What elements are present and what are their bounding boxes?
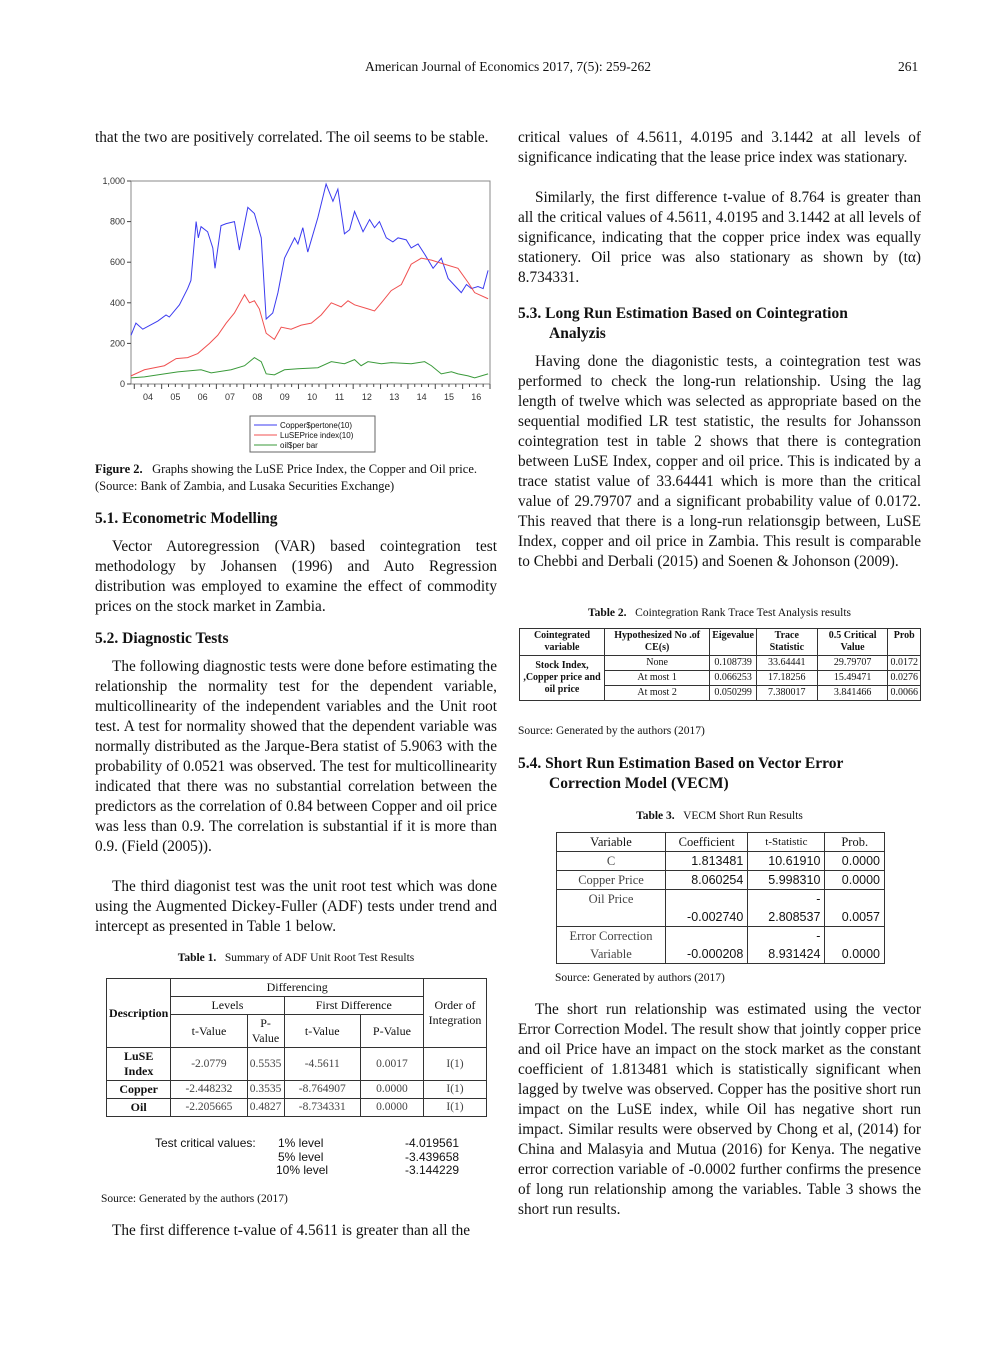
table-cell: C xyxy=(557,852,666,871)
table-cell: Copper xyxy=(107,1081,171,1099)
paragraph: Similarly, the first difference t-value of 8.764 is greater than all the critical values of 4.5611, 4.0195 and 3.1442 at all levels of significance, indicating that the copper price index was equally stationery. Oil price was also stationary as shown by (tα) 8.734331. xyxy=(518,189,921,286)
cointegration-table xyxy=(519,628,921,701)
x-tick-label: 06 xyxy=(197,392,208,402)
section-heading-cont: Analyzis xyxy=(549,325,606,342)
table-caption xyxy=(95,950,497,967)
figure-caption-text: Graphs showing the LuSE Price Index, the Copper and Oil price. (Source: Bank of Zambia, and Lusaka Securities Exchange) xyxy=(95,462,477,493)
table-cell: LuSE Index xyxy=(107,1048,171,1081)
table-cell: 0.066253 xyxy=(710,671,757,686)
header-cell: Levels xyxy=(171,997,284,1015)
paragraph: The short run relationship was estimated using the vector Error Correction Model. The result show that jointly copper price and oil Price have an impact on the stock market as the constant coefficient of 1.813481 which is statistically significant when lagged by twelve was observed. Copper has the positive short run impact on the LuSE index, while Oil has negative short run impact. Similar results were observed by Chong et al, (2014) for China and Malasyia and Mutua (2016) for Kenya. The negative error correction variable of -0.0002 further confirms the presence of long run relationship among the variables. Table 3 shows the short run results. xyxy=(518,1001,921,1218)
table-cell: 0.050299 xyxy=(710,686,757,701)
table-title: Cointegration Rank Trace Test Analysis results xyxy=(635,607,852,619)
vecm-table xyxy=(556,832,885,964)
table-row xyxy=(107,1048,487,1081)
running-header: American Journal of Economics 2017, 7(5): 259-262 xyxy=(364,59,652,74)
table-cell: -2.448232 xyxy=(171,1081,247,1099)
table-cell: -4.5611 xyxy=(284,1048,360,1081)
y-tick-label: 0 xyxy=(119,379,125,389)
x-tick-label: 07 xyxy=(225,392,236,402)
critical-values-label: Test critical values: xyxy=(155,1136,256,1150)
header-cell: 0.5 Critical Value xyxy=(817,629,888,656)
table-cell: 29.79707 xyxy=(817,656,888,671)
table-cell: None xyxy=(605,656,710,671)
x-tick-label: 08 xyxy=(252,392,263,402)
table-cell: At most 1 xyxy=(605,671,710,686)
header-cell: P-Value xyxy=(247,1015,284,1048)
header-cell: Variable xyxy=(557,833,666,852)
paragraph: The first difference t-value of 4.5611 is greater than all the xyxy=(112,1222,471,1239)
x-tick-label: 04 xyxy=(142,392,153,402)
table-cell: - 8.931424 xyxy=(748,927,825,964)
table-cell: 0.108739 xyxy=(710,656,757,671)
table-caption xyxy=(518,605,921,622)
paragraph: critical values of 4.5611, 4.0195 and 3.1442 at all levels of significance indicating that the lease price index was stationary. xyxy=(518,129,921,166)
series-line-1 xyxy=(131,258,488,376)
table-cell: 0.0000 xyxy=(825,871,885,890)
header-cell: Prob. xyxy=(825,833,885,852)
paragraph: Vector Autoregression (VAR) based cointegration test methodology by Johansen (1996) and Auto Regression distribution was employed to examine the effect of commodity prices on the stock market in Zambia. xyxy=(95,538,497,615)
legend-label: Copper$pertone(10) xyxy=(280,421,353,430)
table-cell: -2.0779 xyxy=(171,1048,247,1081)
table-cell: I(1) xyxy=(424,1048,487,1081)
section-heading: 5.3. Long Run Estimation Based on Cointegration xyxy=(518,305,848,322)
price-line-chart xyxy=(95,172,505,457)
section-heading-cont: Correction Model (VECM) xyxy=(549,775,729,792)
table-cell: 1.813481 xyxy=(666,852,748,871)
table-title: Summary of ADF Unit Root Test Results xyxy=(224,952,415,964)
table-cell: -8.764907 xyxy=(284,1081,360,1099)
legend-label: oil$per bar xyxy=(280,441,318,450)
table-cell: 0.4827 xyxy=(247,1099,284,1117)
table-cell: Error Correction Variable xyxy=(557,927,666,964)
header-cell: t-Value xyxy=(171,1015,247,1048)
paragraph: Having done the diagonistic tests, a cointegration test was performed to check the long-run relationship. Using the lag length of twelve which was selected as appropriate based on the sequential modified LR test statistic, the results for Johansson cointegration test in table 2 shows that there is contegration between LuSE Index, copper and oil price. This is indicated by a trace statist value of 33.64441 which is more than the critical value of 29.79707 and a significant probability value of 0.0172. This reaved that there is a long-run relationsgip between, LuSE Index, copper and oil price in Zambia. This result is comparable to Chebbi and Derbali (2015) and Soenen & Johonson (2009). xyxy=(518,353,921,570)
table-cell: 0.0066 xyxy=(888,686,921,701)
section-heading: 5.4. Short Run Estimation Based on Vector Error xyxy=(518,755,844,772)
table-label: Table 2. xyxy=(587,607,627,619)
x-tick-label: 09 xyxy=(279,392,290,402)
header-cell: Prob xyxy=(888,629,921,656)
table-cell: 33.64441 xyxy=(756,656,817,671)
header-cell: P-Value xyxy=(360,1015,423,1048)
table-row xyxy=(557,927,885,964)
table-cell: Oil xyxy=(107,1099,171,1117)
table-cell: I(1) xyxy=(424,1099,487,1117)
series-line-2 xyxy=(131,358,488,378)
header-cell: Trace Statistic xyxy=(756,629,817,656)
x-tick-label: 11 xyxy=(334,392,345,402)
table-row xyxy=(557,890,885,927)
table-cell: 0.0172 xyxy=(888,656,921,671)
plot-frame xyxy=(131,181,490,384)
table-cell: - 2.808537 xyxy=(748,890,825,927)
group-cell: Stock Index, ,Copper price and oil price xyxy=(520,656,605,701)
table-row xyxy=(107,1099,487,1117)
header-cell: Coefficient xyxy=(666,833,748,852)
header-cell: Eigevalue xyxy=(710,629,757,656)
x-tick-label: 13 xyxy=(389,392,400,402)
header-cell: Order of Integration xyxy=(424,979,487,1048)
header-cell: t-Statistic xyxy=(748,833,825,852)
header-cell: Cointegrated variable xyxy=(520,629,605,656)
table-row xyxy=(557,871,885,890)
critical-level: 10% level xyxy=(276,1163,329,1177)
table-cell: 15.49471 xyxy=(817,671,888,686)
table-cell: 0.0000 xyxy=(360,1081,423,1099)
table-caption xyxy=(518,808,921,825)
table-cell: Oil Price xyxy=(557,890,666,927)
y-tick-label: 600 xyxy=(109,257,125,268)
section-heading: 5.1. Econometric Modelling xyxy=(95,510,278,527)
table-source: Source: Generated by the authors (2017) xyxy=(518,725,705,737)
table-cell: -2.205665 xyxy=(171,1099,247,1117)
header-cell: Hypothesized No .of CE(s) xyxy=(605,629,710,656)
figure-caption xyxy=(95,461,500,495)
y-tick-label: 1,000 xyxy=(102,176,125,186)
header-cell: t-Value xyxy=(284,1015,360,1048)
table-cell: 0.0000 xyxy=(825,852,885,871)
table-cell: Copper Price xyxy=(557,871,666,890)
table-label: Table 1. xyxy=(177,952,217,964)
figure-label: Figure 2. xyxy=(95,462,143,476)
table-source: Source: Generated by authors (2017) xyxy=(555,972,725,984)
critical-level: 1% level xyxy=(278,1136,324,1150)
legend-label: LuSEPrice index(10) xyxy=(280,431,354,440)
x-tick-label: 14 xyxy=(416,392,427,402)
table-cell: 8.060254 xyxy=(666,871,748,890)
table-source: Source: Generated by the authors (2017) xyxy=(101,1193,288,1205)
x-tick-label: 16 xyxy=(471,392,482,402)
table-label: Table 3. xyxy=(636,810,675,822)
adf-table xyxy=(106,978,487,1117)
header-cell: Description xyxy=(107,979,171,1048)
table-title: VECM Short Run Results xyxy=(683,810,803,822)
x-tick-label: 10 xyxy=(307,392,318,402)
series-line-0 xyxy=(131,184,488,335)
page-number: 261 xyxy=(898,59,919,74)
table-cell: 0.0057 xyxy=(825,890,885,927)
table-cell: -8.734331 xyxy=(284,1099,360,1117)
table-row xyxy=(107,1081,487,1099)
paragraph: that the two are positively correlated. The oil seems to be stable. xyxy=(95,129,489,146)
table-cell: 0.0276 xyxy=(888,671,921,686)
table-row xyxy=(520,656,921,671)
section-heading: 5.2. Diagnostic Tests xyxy=(95,630,229,647)
critical-level: 5% level xyxy=(278,1149,324,1164)
table-cell: 3.841466 xyxy=(817,686,888,701)
critical-value: -3.144229 xyxy=(405,1163,460,1177)
header-cell: First Difference xyxy=(284,997,423,1015)
y-tick-label: 200 xyxy=(109,338,125,349)
table-cell: At most 2 xyxy=(605,686,710,701)
table-cell: 5.998310 xyxy=(748,871,825,890)
y-tick-label: 800 xyxy=(109,216,125,227)
critical-value: -4.019561 xyxy=(405,1136,460,1150)
table-cell: 0.0000 xyxy=(360,1099,423,1117)
table-cell: I(1) xyxy=(424,1081,487,1099)
table-row xyxy=(557,852,885,871)
table-cell: -0.000208 xyxy=(666,927,748,964)
x-tick-label: 15 xyxy=(443,392,454,402)
table-cell: 7.380017 xyxy=(756,686,817,701)
table-cell: 10.61910 xyxy=(748,852,825,871)
header-cell: Differencing xyxy=(171,979,424,997)
paragraph: The third diagonist test was the unit root test which was done using the Augmented Dickey-Fuller (ADF) tests under trend and intercept as presented in Table 1 below. xyxy=(95,878,497,935)
table-cell: 17.18256 xyxy=(756,671,817,686)
table-cell: 0.0000 xyxy=(825,927,885,964)
table-cell: -0.002740 xyxy=(666,890,748,927)
x-tick-label: 05 xyxy=(170,392,181,402)
table-cell: 0.3535 xyxy=(247,1081,284,1099)
table-cell: 0.0017 xyxy=(360,1048,423,1081)
paragraph: The following diagnostic tests were done before estimating the relationship the normality test for the dependent variable, multicollinearity of the independent variables and the Unit root test. A test for normality showed that the dependent variable was normally distributed as the Jarque-Bera statist of 5.9063 with the probability of 0.0521 was observed. The test for multicollinearity indicated that there was no substantial correlation between the predictors as the correlation of 0.84 between Copper and oil price was less than 0.9. The correlation is substantial if it is more than 0.9. (Field (2005)). xyxy=(95,658,497,855)
x-tick-label: 12 xyxy=(361,392,372,402)
y-tick-label: 400 xyxy=(109,297,125,308)
table-cell: 0.5535 xyxy=(247,1048,284,1081)
critical-value: -3.439658 xyxy=(405,1149,460,1164)
